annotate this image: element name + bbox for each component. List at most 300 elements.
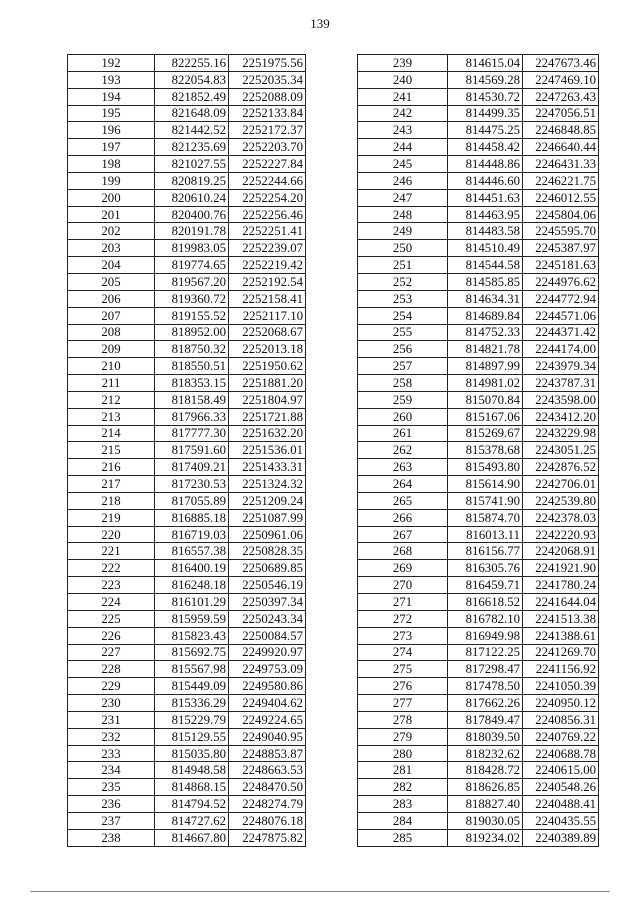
y-coordinate-cell: 2249920.97	[229, 644, 306, 661]
x-coordinate-cell: 814821.78	[448, 341, 523, 358]
y-coordinate-cell: 2247056.51	[523, 105, 599, 122]
point-number-cell: 237	[68, 812, 155, 829]
y-coordinate-cell: 2240769.22	[523, 728, 599, 745]
table-row	[68, 341, 306, 358]
x-coordinate-cell: 815823.43	[155, 627, 229, 644]
table-row	[358, 324, 599, 341]
y-coordinate-cell: 2242220.93	[523, 526, 599, 543]
x-coordinate-cell: 815167.06	[448, 408, 523, 425]
y-coordinate-cell: 2246221.75	[523, 172, 599, 189]
y-coordinate-cell: 2247263.43	[523, 88, 599, 105]
x-coordinate-cell: 816305.76	[448, 560, 523, 577]
point-number-cell: 259	[358, 391, 448, 408]
y-coordinate-cell: 2251721.88	[229, 408, 306, 425]
point-number-cell: 239	[358, 55, 448, 72]
y-coordinate-cell: 2241050.39	[523, 678, 599, 695]
y-coordinate-cell: 2249580.86	[229, 678, 306, 695]
point-number-cell: 214	[68, 425, 155, 442]
y-coordinate-cell: 2252219.42	[229, 257, 306, 274]
y-coordinate-cell: 2252192.54	[229, 273, 306, 290]
table-row	[68, 257, 306, 274]
y-coordinate-cell: 2240950.12	[523, 695, 599, 712]
table-row	[68, 543, 306, 560]
y-coordinate-cell: 2243979.34	[523, 358, 599, 375]
x-coordinate-cell: 821235.69	[155, 139, 229, 156]
x-coordinate-cell: 814727.62	[155, 812, 229, 829]
y-coordinate-cell: 2251804.97	[229, 391, 306, 408]
table-row	[358, 442, 599, 459]
point-number-cell: 209	[68, 341, 155, 358]
x-coordinate-cell: 819234.02	[448, 829, 523, 846]
y-coordinate-cell: 2244571.06	[523, 307, 599, 324]
table-row	[68, 172, 306, 189]
x-coordinate-cell: 820819.25	[155, 172, 229, 189]
x-coordinate-cell: 816400.19	[155, 560, 229, 577]
y-coordinate-cell: 2247875.82	[229, 829, 306, 846]
table-row	[68, 223, 306, 240]
x-coordinate-cell: 821648.09	[155, 105, 229, 122]
y-coordinate-cell: 2246431.33	[523, 156, 599, 173]
point-number-cell: 285	[358, 829, 448, 846]
x-coordinate-cell: 814483.58	[448, 223, 523, 240]
point-number-cell: 199	[68, 172, 155, 189]
x-coordinate-cell: 815493.80	[448, 459, 523, 476]
table-row	[358, 122, 599, 139]
x-coordinate-cell: 818353.15	[155, 375, 229, 392]
y-coordinate-cell: 2241513.38	[523, 610, 599, 627]
table-row	[68, 459, 306, 476]
y-coordinate-cell: 2251881.20	[229, 375, 306, 392]
x-coordinate-cell: 821027.55	[155, 156, 229, 173]
point-number-cell: 236	[68, 796, 155, 813]
point-number-cell: 284	[358, 812, 448, 829]
x-coordinate-cell: 815614.90	[448, 476, 523, 493]
y-coordinate-cell: 2240856.31	[523, 711, 599, 728]
table-row	[358, 459, 599, 476]
x-coordinate-cell: 818827.40	[448, 796, 523, 813]
y-coordinate-cell: 2252035.34	[229, 71, 306, 88]
table-row	[68, 577, 306, 594]
x-coordinate-cell: 814544.58	[448, 257, 523, 274]
table-row	[68, 55, 306, 72]
table-row	[68, 375, 306, 392]
page-number: 139	[310, 16, 330, 31]
y-coordinate-cell: 2250243.34	[229, 610, 306, 627]
table-row	[68, 391, 306, 408]
point-number-cell: 282	[358, 779, 448, 796]
x-coordinate-cell: 814451.63	[448, 189, 523, 206]
x-coordinate-cell: 814475.25	[448, 122, 523, 139]
y-coordinate-cell: 2251632.20	[229, 425, 306, 442]
y-coordinate-cell: 2251975.56	[229, 55, 306, 72]
y-coordinate-cell: 2250397.34	[229, 594, 306, 611]
point-number-cell: 258	[358, 375, 448, 392]
y-coordinate-cell: 2248663.53	[229, 762, 306, 779]
y-coordinate-cell: 2243598.00	[523, 391, 599, 408]
table-row	[68, 240, 306, 257]
point-number-cell: 278	[358, 711, 448, 728]
point-number-cell: 223	[68, 577, 155, 594]
x-coordinate-cell: 817298.47	[448, 661, 523, 678]
point-number-cell: 203	[68, 240, 155, 257]
table-row	[358, 408, 599, 425]
point-number-cell: 226	[68, 627, 155, 644]
table-row	[68, 290, 306, 307]
x-coordinate-cell: 822255.16	[155, 55, 229, 72]
x-coordinate-cell: 814585.85	[448, 273, 523, 290]
point-number-cell: 235	[68, 779, 155, 796]
table-row	[358, 206, 599, 223]
point-number-cell: 279	[358, 728, 448, 745]
y-coordinate-cell: 2244772.94	[523, 290, 599, 307]
x-coordinate-cell: 818039.50	[448, 728, 523, 745]
table-row	[68, 594, 306, 611]
table-row	[68, 509, 306, 526]
point-number-cell: 212	[68, 391, 155, 408]
y-coordinate-cell: 2252256.46	[229, 206, 306, 223]
point-number-cell: 222	[68, 560, 155, 577]
y-coordinate-cell: 2252013.18	[229, 341, 306, 358]
y-coordinate-cell: 2242539.80	[523, 492, 599, 509]
x-coordinate-cell: 814897.99	[448, 358, 523, 375]
table-row	[68, 627, 306, 644]
x-coordinate-cell: 814448.86	[448, 156, 523, 173]
y-coordinate-cell: 2248274.79	[229, 796, 306, 813]
table-row	[358, 678, 599, 695]
point-number-cell: 196	[68, 122, 155, 139]
x-coordinate-cell: 819155.52	[155, 307, 229, 324]
y-coordinate-cell: 2242378.03	[523, 509, 599, 526]
x-coordinate-cell: 815567.98	[155, 661, 229, 678]
table-row	[68, 644, 306, 661]
table-row	[68, 139, 306, 156]
x-coordinate-cell: 817122.25	[448, 644, 523, 661]
y-coordinate-cell: 2252227.84	[229, 156, 306, 173]
y-coordinate-cell: 2244976.62	[523, 273, 599, 290]
x-coordinate-cell: 818952.00	[155, 324, 229, 341]
point-number-cell: 195	[68, 105, 155, 122]
x-coordinate-cell: 814458.42	[448, 139, 523, 156]
point-number-cell: 273	[358, 627, 448, 644]
y-coordinate-cell: 2240688.78	[523, 745, 599, 762]
x-coordinate-cell: 817409.21	[155, 459, 229, 476]
point-number-cell: 192	[68, 55, 155, 72]
x-coordinate-cell: 814634.31	[448, 290, 523, 307]
x-coordinate-cell: 816557.38	[155, 543, 229, 560]
point-number-cell: 229	[68, 678, 155, 695]
x-coordinate-cell: 817478.50	[448, 678, 523, 695]
x-coordinate-cell: 822054.83	[155, 71, 229, 88]
point-number-cell: 277	[358, 695, 448, 712]
point-number-cell: 213	[68, 408, 155, 425]
x-coordinate-cell: 820400.76	[155, 206, 229, 223]
table-row	[68, 796, 306, 813]
y-coordinate-cell: 2240615.00	[523, 762, 599, 779]
point-number-cell: 211	[68, 375, 155, 392]
table-row	[358, 88, 599, 105]
y-coordinate-cell: 2243051.25	[523, 442, 599, 459]
table-row	[358, 829, 599, 846]
point-number-cell: 246	[358, 172, 448, 189]
point-number-cell: 262	[358, 442, 448, 459]
y-coordinate-cell: 2250546.19	[229, 577, 306, 594]
point-number-cell: 254	[358, 307, 448, 324]
y-coordinate-cell: 2246640.44	[523, 139, 599, 156]
x-coordinate-cell: 817662.26	[448, 695, 523, 712]
x-coordinate-cell: 816719.03	[155, 526, 229, 543]
y-coordinate-cell: 2242876.52	[523, 459, 599, 476]
x-coordinate-cell: 817777.30	[155, 425, 229, 442]
point-number-cell: 200	[68, 189, 155, 206]
table-row	[358, 560, 599, 577]
x-coordinate-cell: 818750.32	[155, 341, 229, 358]
point-number-cell: 274	[358, 644, 448, 661]
point-number-cell: 243	[358, 122, 448, 139]
table-row	[358, 644, 599, 661]
point-number-cell: 219	[68, 509, 155, 526]
x-coordinate-cell: 814463.95	[448, 206, 523, 223]
x-coordinate-cell: 814446.60	[448, 172, 523, 189]
table-row	[68, 610, 306, 627]
point-number-cell: 221	[68, 543, 155, 560]
x-coordinate-cell: 818158.49	[155, 391, 229, 408]
table-row	[358, 762, 599, 779]
x-coordinate-cell: 817591.60	[155, 442, 229, 459]
table-row	[68, 206, 306, 223]
point-number-cell: 249	[358, 223, 448, 240]
y-coordinate-cell: 2243229.98	[523, 425, 599, 442]
x-coordinate-cell: 816459.71	[448, 577, 523, 594]
point-number-cell: 218	[68, 492, 155, 509]
point-number-cell: 227	[68, 644, 155, 661]
table-row	[358, 425, 599, 442]
y-coordinate-cell: 2251087.99	[229, 509, 306, 526]
point-number-cell: 255	[358, 324, 448, 341]
y-coordinate-cell: 2240389.89	[523, 829, 599, 846]
table-row	[68, 88, 306, 105]
point-number-cell: 242	[358, 105, 448, 122]
table-row	[68, 324, 306, 341]
y-coordinate-cell: 2252172.37	[229, 122, 306, 139]
y-coordinate-cell: 2251950.62	[229, 358, 306, 375]
table-row	[358, 711, 599, 728]
table-row	[358, 745, 599, 762]
y-coordinate-cell: 2252203.70	[229, 139, 306, 156]
y-coordinate-cell: 2250961.06	[229, 526, 306, 543]
x-coordinate-cell: 815959.59	[155, 610, 229, 627]
point-number-cell: 197	[68, 139, 155, 156]
y-coordinate-cell: 2241269.70	[523, 644, 599, 661]
y-coordinate-cell: 2242068.91	[523, 543, 599, 560]
y-coordinate-cell: 2252254.20	[229, 189, 306, 206]
table-row	[358, 240, 599, 257]
point-number-cell: 240	[358, 71, 448, 88]
table-row	[68, 711, 306, 728]
point-number-cell: 244	[358, 139, 448, 156]
table-row	[68, 526, 306, 543]
x-coordinate-cell: 815874.70	[448, 509, 523, 526]
y-coordinate-cell: 2241156.92	[523, 661, 599, 678]
point-number-cell: 217	[68, 476, 155, 493]
table-row	[358, 779, 599, 796]
y-coordinate-cell: 2252239.07	[229, 240, 306, 257]
page-bottom-rule	[30, 891, 610, 892]
point-number-cell: 194	[68, 88, 155, 105]
y-coordinate-cell: 2242706.01	[523, 476, 599, 493]
x-coordinate-cell: 817966.33	[155, 408, 229, 425]
table-row	[358, 257, 599, 274]
y-coordinate-cell: 2247673.46	[523, 55, 599, 72]
table-row	[68, 122, 306, 139]
x-coordinate-cell: 814615.04	[448, 55, 523, 72]
y-coordinate-cell: 2252068.67	[229, 324, 306, 341]
point-number-cell: 228	[68, 661, 155, 678]
table-row	[68, 492, 306, 509]
table-row	[358, 290, 599, 307]
x-coordinate-cell: 817230.53	[155, 476, 229, 493]
table-row	[358, 375, 599, 392]
table-row	[358, 172, 599, 189]
y-coordinate-cell: 2243787.31	[523, 375, 599, 392]
point-number-cell: 283	[358, 796, 448, 813]
table-row	[358, 812, 599, 829]
point-number-cell: 270	[358, 577, 448, 594]
y-coordinate-cell: 2251536.01	[229, 442, 306, 459]
x-coordinate-cell: 815070.84	[448, 391, 523, 408]
coordinates-table-left	[67, 54, 306, 847]
x-coordinate-cell: 816618.52	[448, 594, 523, 611]
x-coordinate-cell: 816782.10	[448, 610, 523, 627]
y-coordinate-cell: 2252158.41	[229, 290, 306, 307]
table-row	[68, 812, 306, 829]
point-number-cell: 201	[68, 206, 155, 223]
point-number-cell: 272	[358, 610, 448, 627]
x-coordinate-cell: 820191.78	[155, 223, 229, 240]
table-row	[68, 560, 306, 577]
point-number-cell: 204	[68, 257, 155, 274]
point-number-cell: 264	[358, 476, 448, 493]
x-coordinate-cell: 815035.80	[155, 745, 229, 762]
y-coordinate-cell: 2241921.90	[523, 560, 599, 577]
point-number-cell: 220	[68, 526, 155, 543]
point-number-cell: 248	[358, 206, 448, 223]
point-number-cell: 206	[68, 290, 155, 307]
table-row	[358, 728, 599, 745]
table-row	[68, 745, 306, 762]
x-coordinate-cell: 815449.09	[155, 678, 229, 695]
x-coordinate-cell: 816885.18	[155, 509, 229, 526]
point-number-cell: 198	[68, 156, 155, 173]
table-row	[358, 139, 599, 156]
y-coordinate-cell: 2251324.32	[229, 476, 306, 493]
x-coordinate-cell: 815129.55	[155, 728, 229, 745]
table-row	[358, 509, 599, 526]
point-number-cell: 261	[358, 425, 448, 442]
x-coordinate-cell: 819360.72	[155, 290, 229, 307]
x-coordinate-cell: 814794.52	[155, 796, 229, 813]
x-coordinate-cell: 814530.72	[448, 88, 523, 105]
point-number-cell: 202	[68, 223, 155, 240]
table-row	[358, 341, 599, 358]
x-coordinate-cell: 814752.33	[448, 324, 523, 341]
point-number-cell: 208	[68, 324, 155, 341]
table-row	[68, 425, 306, 442]
point-number-cell: 193	[68, 71, 155, 88]
y-coordinate-cell: 2249040.95	[229, 728, 306, 745]
y-coordinate-cell: 2249404.62	[229, 695, 306, 712]
table-row	[358, 627, 599, 644]
x-coordinate-cell: 819567.20	[155, 273, 229, 290]
point-number-cell: 252	[358, 273, 448, 290]
y-coordinate-cell: 2248076.18	[229, 812, 306, 829]
x-coordinate-cell: 821442.52	[155, 122, 229, 139]
table-row	[68, 156, 306, 173]
point-number-cell: 216	[68, 459, 155, 476]
table-row	[358, 492, 599, 509]
x-coordinate-cell: 815336.29	[155, 695, 229, 712]
table-row	[68, 408, 306, 425]
table-row	[358, 476, 599, 493]
y-coordinate-cell: 2252244.66	[229, 172, 306, 189]
y-coordinate-cell: 2249224.65	[229, 711, 306, 728]
y-coordinate-cell: 2245387.97	[523, 240, 599, 257]
y-coordinate-cell: 2241644.04	[523, 594, 599, 611]
y-coordinate-cell: 2248470.50	[229, 779, 306, 796]
y-coordinate-cell: 2245804.06	[523, 206, 599, 223]
point-number-cell: 268	[358, 543, 448, 560]
table-row	[358, 695, 599, 712]
point-number-cell: 224	[68, 594, 155, 611]
table-row	[68, 273, 306, 290]
point-number-cell: 251	[358, 257, 448, 274]
y-coordinate-cell: 2240435.55	[523, 812, 599, 829]
table-row	[358, 156, 599, 173]
table-row	[358, 55, 599, 72]
y-coordinate-cell: 2248853.87	[229, 745, 306, 762]
table-row	[358, 223, 599, 240]
x-coordinate-cell: 818626.85	[448, 779, 523, 796]
point-number-cell: 232	[68, 728, 155, 745]
table-row	[358, 610, 599, 627]
point-number-cell: 257	[358, 358, 448, 375]
y-coordinate-cell: 2244174.00	[523, 341, 599, 358]
point-number-cell: 263	[358, 459, 448, 476]
point-number-cell: 210	[68, 358, 155, 375]
y-coordinate-cell: 2252117.10	[229, 307, 306, 324]
point-number-cell: 260	[358, 408, 448, 425]
table-row	[68, 695, 306, 712]
point-number-cell: 265	[358, 492, 448, 509]
table-row	[68, 762, 306, 779]
point-number-cell: 281	[358, 762, 448, 779]
x-coordinate-cell: 819030.05	[448, 812, 523, 829]
table-row	[68, 661, 306, 678]
y-coordinate-cell: 2245181.63	[523, 257, 599, 274]
point-number-cell: 233	[68, 745, 155, 762]
x-coordinate-cell: 814981.02	[448, 375, 523, 392]
x-coordinate-cell: 816949.98	[448, 627, 523, 644]
y-coordinate-cell: 2245595.70	[523, 223, 599, 240]
x-coordinate-cell: 818550.51	[155, 358, 229, 375]
table-row	[68, 105, 306, 122]
y-coordinate-cell: 2243412.20	[523, 408, 599, 425]
y-coordinate-cell: 2250084.57	[229, 627, 306, 644]
y-coordinate-cell: 2252133.84	[229, 105, 306, 122]
table-row	[358, 358, 599, 375]
table-row	[68, 476, 306, 493]
x-coordinate-cell: 816248.18	[155, 577, 229, 594]
x-coordinate-cell: 815269.67	[448, 425, 523, 442]
